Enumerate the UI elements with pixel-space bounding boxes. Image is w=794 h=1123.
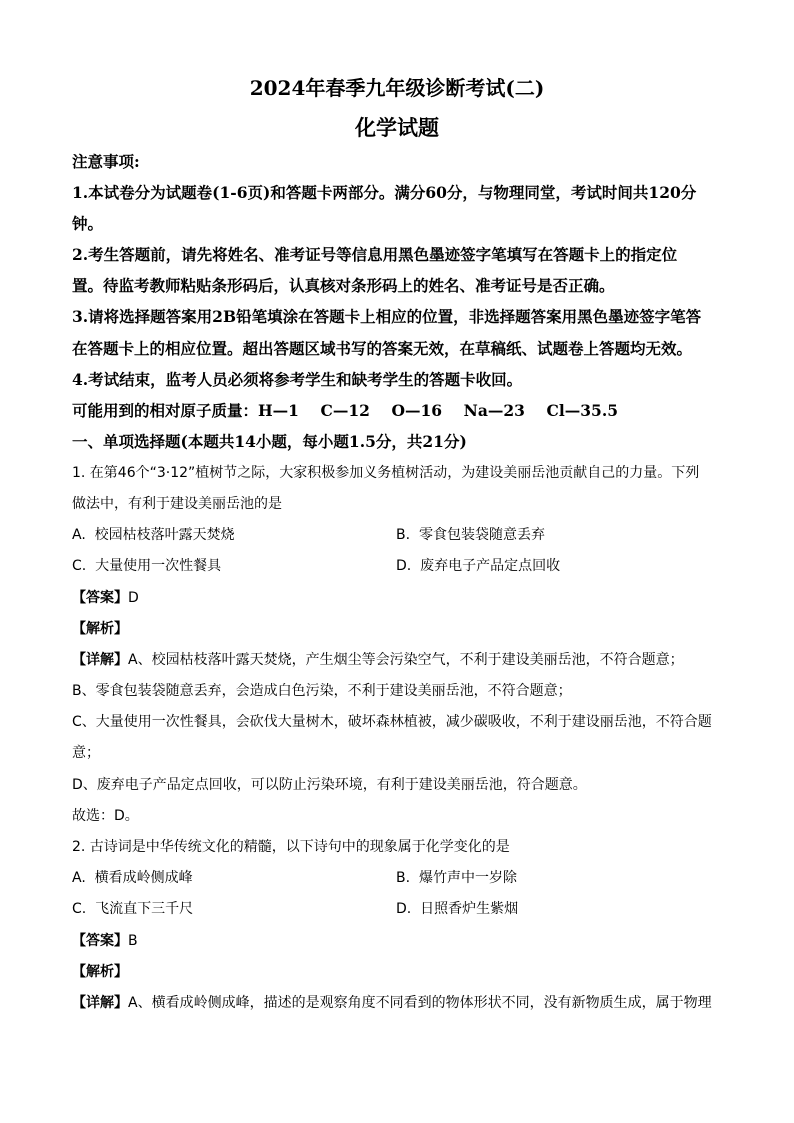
q1-conclusion: 故选：D。 (72, 808, 139, 824)
q1-detail-1-text: A、校园枯枝落叶露天焚烧，产生烟尘等会污染空气，不利于建设美丽岳池，不符合题意； (128, 652, 684, 668)
q1-detail-2: B、零食包装袋随意丢弃，会造成白色污染，不利于建设美丽岳池，不符合题意； (72, 683, 572, 699)
exam-subtitle: 化学试题 (355, 115, 439, 140)
q1-detail-tag: 【详解】 (72, 652, 128, 668)
notice-heading: 注意事项: (72, 152, 140, 171)
q2-detail-tag: 【详解】 (72, 995, 128, 1011)
notice-item-2-cont: 置。待监考教师粘贴条形码后，认真核对条形码上的姓名、准考证号是否正确。 (72, 276, 615, 295)
notice-item-4: 4.考试结束，监考人员必须将参考学生和缺考学生的答题卡收回。 (72, 370, 523, 389)
q1-answer-value: D (128, 590, 139, 606)
section-heading: 一、单项选择题(本题共14小题，每小题1.5分，共21分) (72, 432, 467, 451)
notice-item-1: 1.本试卷分为试题卷(1-6页)和答题卡两部分。满分60分，与物理同堂，考试时间共120分 (72, 183, 697, 202)
notice-item-1-cont: 钟。 (72, 214, 104, 233)
q2-option-b: B. 爆竹声中一岁除 (396, 870, 517, 886)
q2-option-d: D. 日照香炉生紫烟 (396, 901, 519, 917)
q1-answer-tag: 【答案】 (72, 590, 128, 606)
q1-option-b: B. 零食包装袋随意丢弃 (396, 527, 545, 543)
q2-answer-value: B (128, 933, 138, 949)
q1-option-c: C. 大量使用一次性餐具 (72, 558, 222, 574)
q1-analysis-tag: 【解析】 (72, 621, 128, 637)
notice-item-3: 3.请将选择题答案用2B铅笔填涂在答题卡上相应的位置，非选择题答案用黑色墨迹签字笔答 (72, 307, 702, 326)
q1-stem: 1. 在第46个“3·12”植树节之际，大家积极参加义务植树活动，为建设美丽岳池贡献自己的力量。下列 (72, 465, 700, 481)
q2-answer (72, 930, 138, 950)
q1-detail-3-cont: 意； (72, 745, 100, 761)
q1-stem-cont: 做法中，有利于建设美丽岳池的是 (72, 496, 282, 512)
q1-option-a: A. 校园枯枝落叶露天焚烧 (72, 527, 235, 543)
q2-detail-1 (72, 992, 712, 1012)
q2-option-a: A. 横看成岭侧成峰 (72, 870, 193, 886)
q1-detail-1 (72, 649, 684, 669)
exam-title: 2024年春季九年级诊断考试(二) (249, 76, 545, 100)
q1-option-d: D. 废弃电子产品定点回收 (396, 558, 561, 574)
notice-item-3-cont: 在答题卡上的相应位置。超出答题区域书写的答案无效，在草稿纸、试题卷上答题均无效。 (72, 339, 693, 358)
q2-option-c: C. 飞流直下三千尺 (72, 901, 194, 917)
q2-stem: 2. 古诗词是中华传统文化的精髓，以下诗句中的现象属于化学变化的是 (72, 839, 510, 855)
q2-analysis-tag: 【解析】 (72, 964, 128, 980)
notice-item-2: 2.考生答题前，请先将姓名、准考证号等信息用黑色墨迹签字笔填写在答题卡上的指定位 (72, 245, 678, 264)
atomic-masses: 可能用到的相对原子质量：H—1 C—12 O—16 Na—23 Cl—35.5 (72, 401, 619, 420)
q2-detail-1-text: A、横看成岭侧成峰，描述的是观察角度不同看到的物体形状不同，没有新物质生成，属于物理 (128, 995, 712, 1011)
q2-answer-tag: 【答案】 (72, 933, 128, 949)
q1-answer (72, 587, 139, 607)
q1-detail-4: D、废弃电子产品定点回收，可以防止污染环境，有利于建设美丽岳池，符合题意。 (72, 777, 587, 793)
q1-detail-3: C、大量使用一次性餐具，会砍伐大量树木，破坏森林植被，减少碳吸收，不利于建设丽岳池，不符合题 (72, 714, 712, 730)
